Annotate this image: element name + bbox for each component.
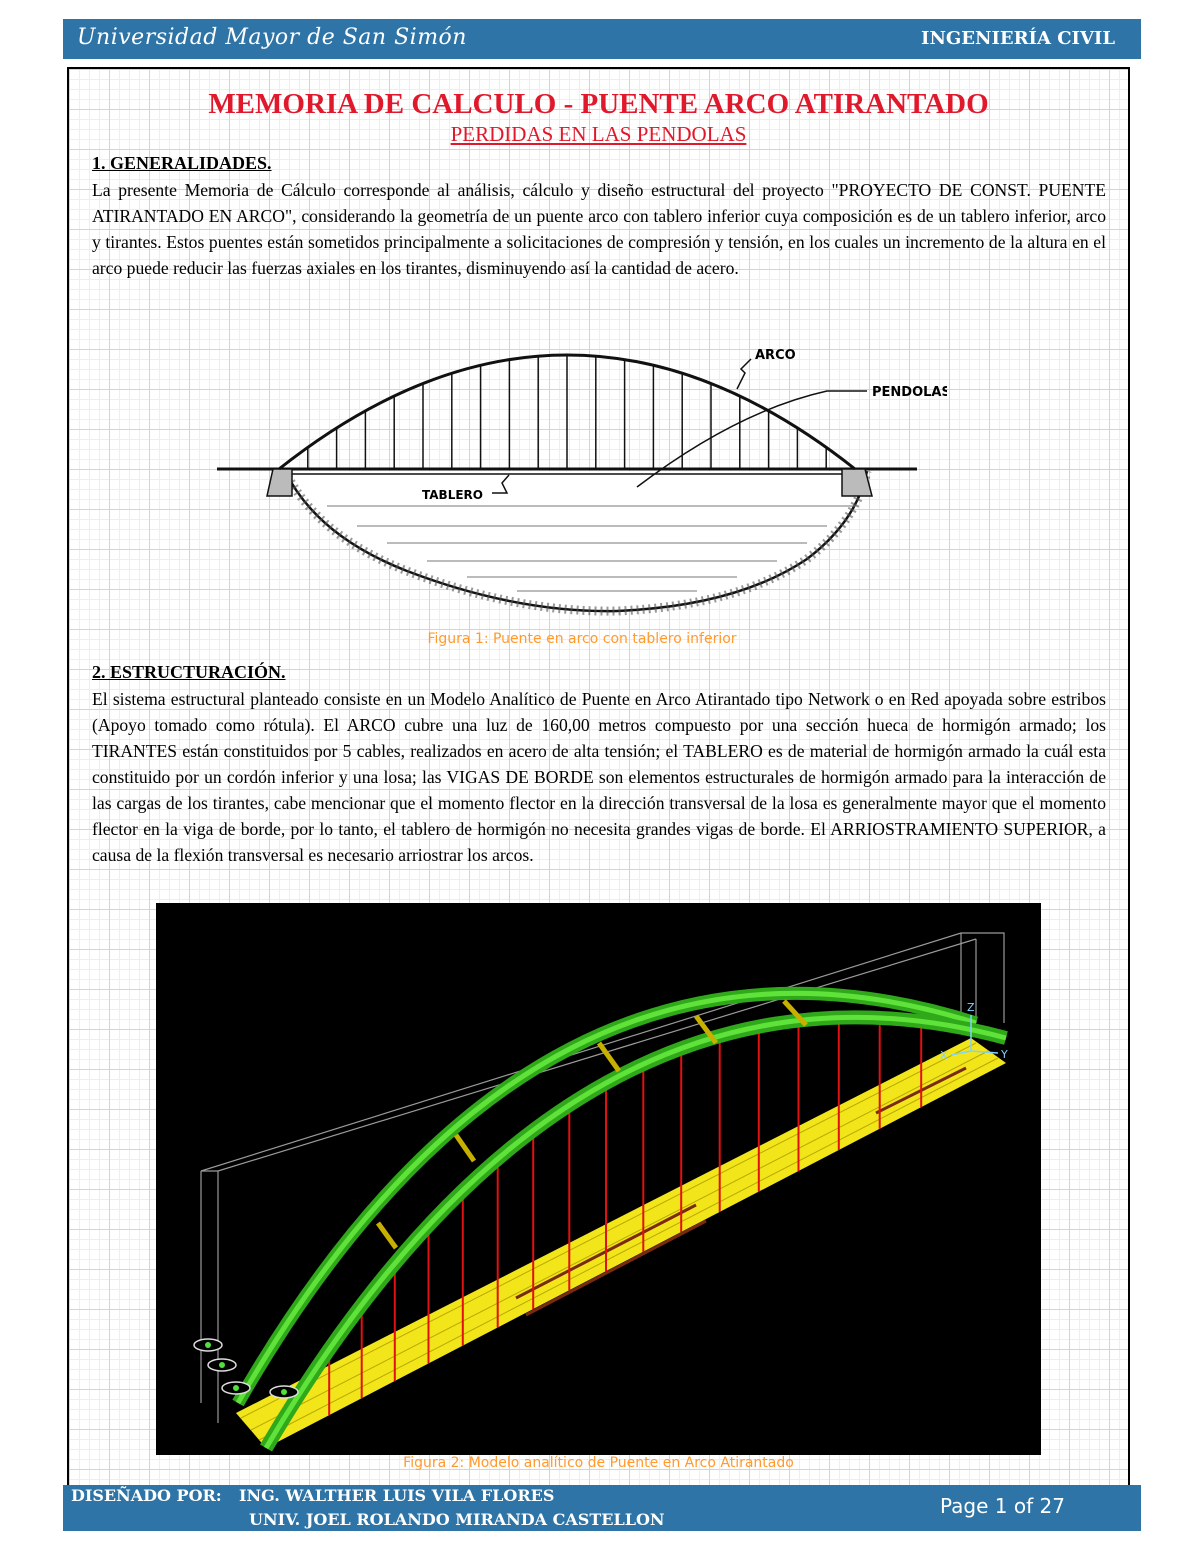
- figure-2-analytic-model: [156, 903, 1041, 1471]
- content-frame: [67, 67, 1130, 1493]
- left-abutment: [267, 469, 292, 496]
- axis-z-label: Z: [967, 1001, 975, 1014]
- document-subtitle: PERDIDAS EN LAS PENDOLAS: [450, 122, 747, 146]
- hanger-cables: [308, 355, 826, 469]
- figure-2-caption: Figura 2: Modelo analítico de Puente en Arco Atirantado: [403, 1455, 794, 1471]
- author-primary: ING. WALTHER LUIS VILA FLORES: [239, 1486, 555, 1505]
- designed-by-label: DISEÑADO POR:: [71, 1486, 222, 1505]
- figure-1-caption: Figura 1: Puente en arco con tablero inferior: [427, 631, 737, 647]
- label-tablero: TABLERO: [422, 488, 483, 502]
- label-arco: ARCO: [755, 348, 796, 363]
- river-bed: [285, 471, 867, 611]
- section-heading-generalidades: 1. GENERALIDADES.: [92, 153, 272, 173]
- axis-x-label: X: [940, 1049, 948, 1062]
- author-secondary: UNIV. JOEL ROLANDO MIRANDA CASTELLON: [249, 1510, 665, 1529]
- label-pendolas: PENDOLAS: [872, 385, 947, 400]
- page-footer: [63, 1485, 1141, 1531]
- page-header: [63, 19, 1141, 59]
- document-title: MEMORIA DE CALCULO - PUENTE ARCO ATIRANTADO: [208, 88, 989, 120]
- axis-y-label: Y: [1001, 1048, 1008, 1061]
- section-text-estructuracion: El sistema estructural planteado consiste en un Modelo Analítico de Puente en Arco Atirantado tipo Network o en Red apoyada sobre estribos (Apoyo tomado como rótula). El ARCO cubre una luz de 160,00 metros compuesto por una sección hueca de hormigón armado; los TIRANTES están constituidos por 5 cables, realizados en acero de alta tensión; el TABLERO es de material de hormigón armado la cuál esta constituido por un cordón inferior y una losa; las VIGAS DE BORDE son elementos estructurales de hormigón armado para la interacción de las cargas de los tirantes, cabe mencionar que el momento flector en la dirección transversal de la losa es generalmente mayor que el momento flector en la viga de borde, por lo tanto, el tablero de hormigón no necesita grandes vigas de borde. El ARRIOSTRAMIENTO SUPERIOR, a causa de la flexión transversal es necesario arriostrar los arcos.: [92, 689, 1106, 865]
- arch-bridge-drawing: [217, 321, 947, 621]
- section-text-generalidades: La presente Memoria de Cálculo corresponde al análisis, cálculo y diseño estructural del proyecto "PROYECTO DE CONST. PUENTE ATIRANTADO EN ARCO", considerando la geometría de un puente arco con tablero inferior cuya composición es de un tablero inferior, arco y tirantes. Estos puentes están sometidos principalmente a solicitaciones de compresión y tensión, en los cuales un incremento de la altura en el arco puede reducir las fuerzas axiales en los tirantes, disminuyendo así la cantidad de acero.: [92, 180, 1106, 278]
- arco-leader: [737, 359, 751, 389]
- page-number: Page 1 of 27: [940, 1494, 1065, 1518]
- section-heading-estructuracion: 2. ESTRUCTURACIÓN.: [92, 662, 286, 682]
- faculty-name: INGENIERÍA CIVIL: [921, 28, 1115, 49]
- model-background: [156, 903, 1041, 1455]
- bridge-3d-model: [156, 903, 1041, 1455]
- university-name: Universidad Mayor de San Simón: [77, 25, 467, 50]
- figure-1-arch-diagram: [217, 321, 947, 647]
